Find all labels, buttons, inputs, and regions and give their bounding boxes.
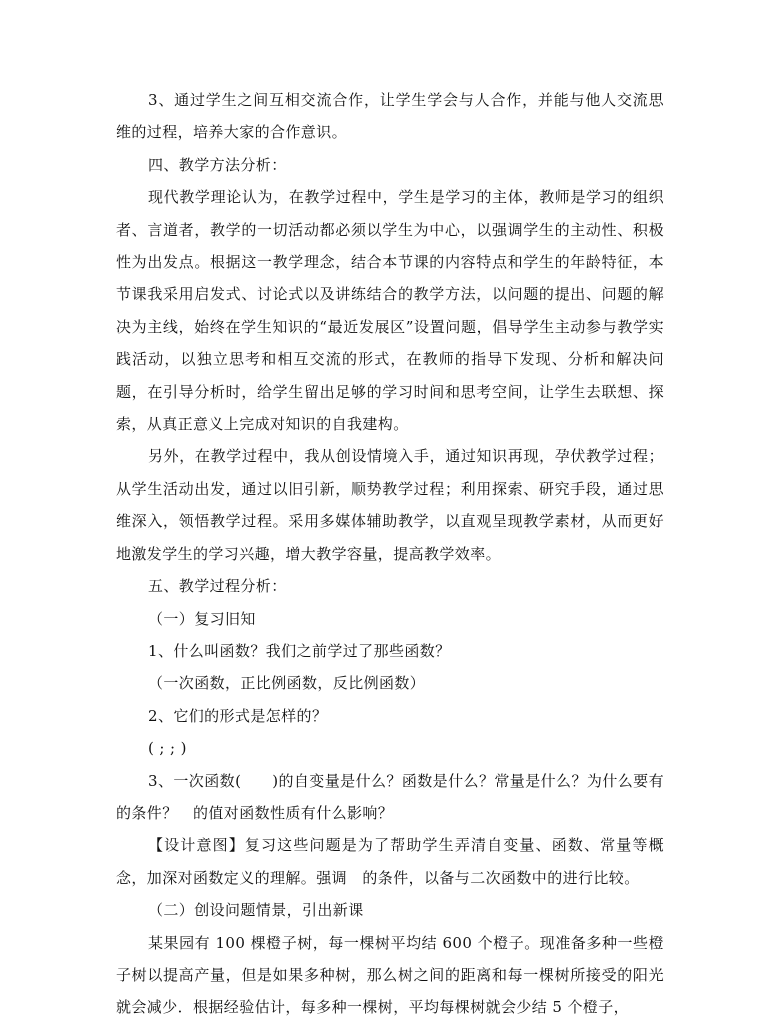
question-3: 3、一次函数( )的自变量是什么？函数是什么？常量是什么？为什么要有的条件？ 的值对函数性质有什么影响？ bbox=[116, 771, 664, 822]
document-body bbox=[116, 84, 664, 1024]
subheading-scenario: （二）创设问题情景，引出新课 bbox=[148, 901, 364, 920]
paragraph-objective-3: 3、通过学生之间互相交流合作，让学生学会与人合作，并能与他人交流思维的过程，培养大家的合作意识。 bbox=[116, 91, 664, 142]
design-intent: 【设计意图】复习这些问题是为了帮助学生弄清自变量、函数、常量等概念，加深对函数定义的理解。强调 的条件，以备与二次函数中的进行比较。 bbox=[116, 836, 664, 887]
heading-teaching-method: 四、教学方法分析： bbox=[148, 155, 287, 174]
question-1: 1、什么叫函数？我们之前学过了那些函数？ bbox=[148, 641, 451, 660]
subheading-review: （一）复习旧知 bbox=[148, 609, 256, 628]
question-2: 2、它们的形式是怎样的？ bbox=[148, 706, 328, 725]
paragraph-orchard: 某果园有 100 棵橙子树，每一棵树平均结 600 个橙子。现准备多种一些橙子树以提高产量，但是如果多种树，那么树之间的距离和每一棵树所接受的阳光就会减少．根据经验估计，每多种一棵树，平均每棵树就会少结 5 个橙子， bbox=[116, 933, 664, 1017]
paragraph-modern-theory: 现代教学理论认为，在教学过程中，学生是学习的主体，教师是学习的组织者、言道者，教学的一切活动都必须以学生为中心，以强调学生的主动性、积极性为出发点。根据这一教学理念，结合本节课的内容特点和学生的年龄特征，本节课我采用启发式、讨论式以及讲练结合的教学方法，以问题的提出、问题的解决为主线，始终在学生知识的“最近发展区”设置问题，倡导学生主动参与教学实践活动，以独立思考和相互交流的形式，在教师的指导下发现、分析和解决问题，在引导分析时，给学生留出足够的学习时间和思考空间，让学生去联想、探索，从真正意义上完成对知识的自我建构。 bbox=[116, 188, 664, 434]
answer-2: ( ; ; ) bbox=[148, 739, 187, 758]
paragraph-additionally: 另外，在教学过程中，我从创设情境入手，通过知识再现，孕伏教学过程；从学生活动出发，通过以旧引新，顺势教学过程；利用探索、研究手段，通过思维深入，领悟教学过程。采用多媒体辅助教学，以直观呈现教学素材，从而更好地激发学生的学习兴趣，增大教学容量，提高教学效率。 bbox=[116, 447, 664, 563]
answer-1: （一次函数，正比例函数，反比例函数） bbox=[148, 674, 426, 693]
heading-teaching-process: 五、教学过程分析： bbox=[148, 577, 287, 596]
